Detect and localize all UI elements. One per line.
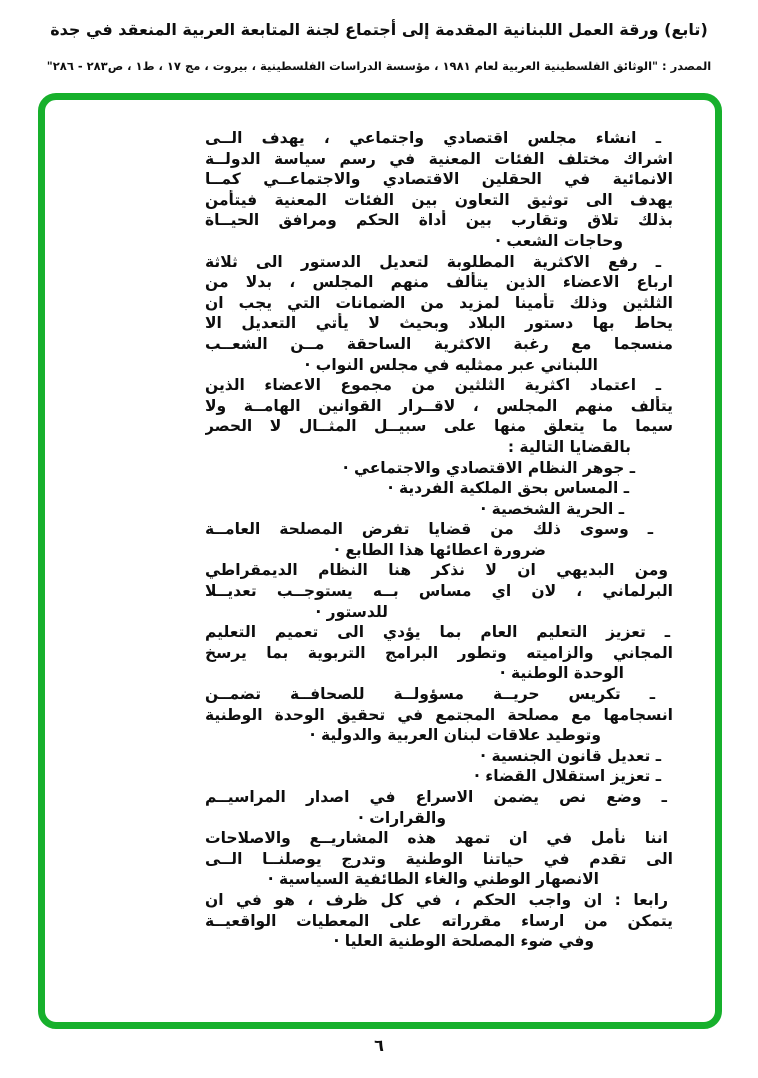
text-line: ـ تعزيز استقلال القضاء · bbox=[473, 767, 661, 786]
text-line: سيما ما يتعلق منها على سبيــل المثــال لا الحصر bbox=[205, 417, 673, 436]
text-line: وتوطيد علاقات لبنان العربية والدولية · bbox=[309, 726, 601, 745]
text-line: ـ جوهر النظام الاقتصادي والاجتماعي · bbox=[342, 458, 635, 477]
text-line: ـ انشاء مجلس اقتصادي واجتماعي ، يهدف الــى bbox=[205, 129, 661, 147]
text-line: ارباع الاعضاء الذين يتألف منهم المجلس ، بدلا من bbox=[205, 273, 673, 292]
text-line: يحاط بها دستور البلاد وبحيث لا يأتي التعديل الا bbox=[205, 314, 673, 333]
body-text bbox=[205, 128, 673, 952]
text-line: اللبناني عبر ممثليه في مجلس النواب · bbox=[304, 355, 598, 374]
text-line: وحاجات الشعب · bbox=[495, 231, 623, 250]
document-title: (تابع) ورقة العمل اللبنانية المقدمة إلى أجتماع لجنة المتابعة العربية المنعقد في جدة bbox=[50, 20, 708, 39]
text-line: للدستور · bbox=[315, 602, 388, 621]
text-line: ضرورة اعطائها هذا الطابع · bbox=[334, 540, 546, 559]
text-line: ـ اعتماد اكثرية الثلثين من مجموع الاعضاء الذين bbox=[205, 376, 661, 395]
page-number: ٦ bbox=[374, 1036, 384, 1055]
text-line: الوحدة الوطنية · bbox=[499, 664, 624, 683]
text-line: المجاني والزاميته وتطور البرامج التربوية بما يرسخ bbox=[205, 643, 673, 662]
text-line: الانمائية في الحقلين الاقتصادي والاجتماعــي كمــا bbox=[205, 170, 673, 189]
text-line: والقرارات · bbox=[358, 808, 446, 827]
text-line: الثلثين وذلك تأمينا لمزيد من الضمانات التي يجب ان bbox=[205, 293, 673, 312]
text-line: رابعا : ان واجب الحكم ، في كل ظرف ، هو في ان bbox=[205, 890, 668, 909]
text-line: الى تقدم في حياتنا الوطنية وتدرج يوصلنــا الــى bbox=[205, 849, 673, 868]
text-line: بذلك تلاق وتقارب بين أداة الحكم ومرافق الحيــاة bbox=[205, 211, 673, 230]
text-line: الانصهار الوطني والغاء الطائفية السياسية · bbox=[267, 870, 599, 889]
text-line: ـ تعزيز التعليم العام بما يؤدي الى تعميم التعليم bbox=[205, 623, 670, 642]
text-line: انسجامها مع مصلحة المجتمع في تحقيق الوحدة الوطنية bbox=[205, 705, 673, 724]
text-line: بالقضايا التالية : bbox=[507, 437, 631, 456]
text-line: يتألف منهم المجلس ، لاقــرار القوانين الهامــة ولا bbox=[205, 396, 673, 415]
text-line: اشراك مختلف الفئات المعنية في رسم سياسة الدولــة bbox=[205, 149, 673, 168]
text-line: منسجما مع رغبة الاكثرية الساحقة مــن الشعــب bbox=[205, 334, 673, 353]
text-line: وفي ضوء المصلحة الوطنية العليا · bbox=[333, 932, 594, 951]
text-line: البرلماني ، لان اي مساس بــه يستوجــب تعديــلا bbox=[205, 582, 673, 601]
text-line: ـ وضع نص يضمن الاسراع في اصدار المراسيــم bbox=[205, 788, 667, 806]
text-line: ـ المساس بحق الملكية الفردية · bbox=[387, 479, 629, 498]
text-line: ومن البديهي ان لا نذكر هنا النظام الديمقراطي bbox=[205, 561, 668, 580]
text-line: يتمكن من ارساء مقرراته على المعطيات الواقعيــة bbox=[205, 911, 673, 930]
source-citation: المصدر : "الوثائق الفلسطينية العربية لعام ١٩٨١ ، مؤسسة الدراسات الفلسطينية ، بيروت ، مج ١٧ ، ط١ ، ص٢٨٣ - ٢٨٦" bbox=[46, 59, 712, 73]
text-line: ـ الحرية الشخصية · bbox=[480, 499, 624, 518]
text-line: يهدف الى توثيق التعاون بين الفئات المعنية فيتأمن bbox=[205, 190, 673, 209]
text-line: ـ تعديل قانون الجنسية · bbox=[480, 746, 661, 765]
text-line: ـ وسوى ذلك من قضايا تفرض المصلحة العامــة bbox=[205, 520, 653, 539]
text-line: اننا نأمل في ان تمهد هذه المشاريــع والاصلاحات bbox=[205, 829, 668, 848]
text-line: ـ رفع الاكثرية المطلوبة لتعديل الدستور الى ثلاثة bbox=[205, 252, 661, 271]
text-line: ـ تكريس حريــة مسؤولــة للصحافــة تضمــن bbox=[205, 685, 655, 704]
